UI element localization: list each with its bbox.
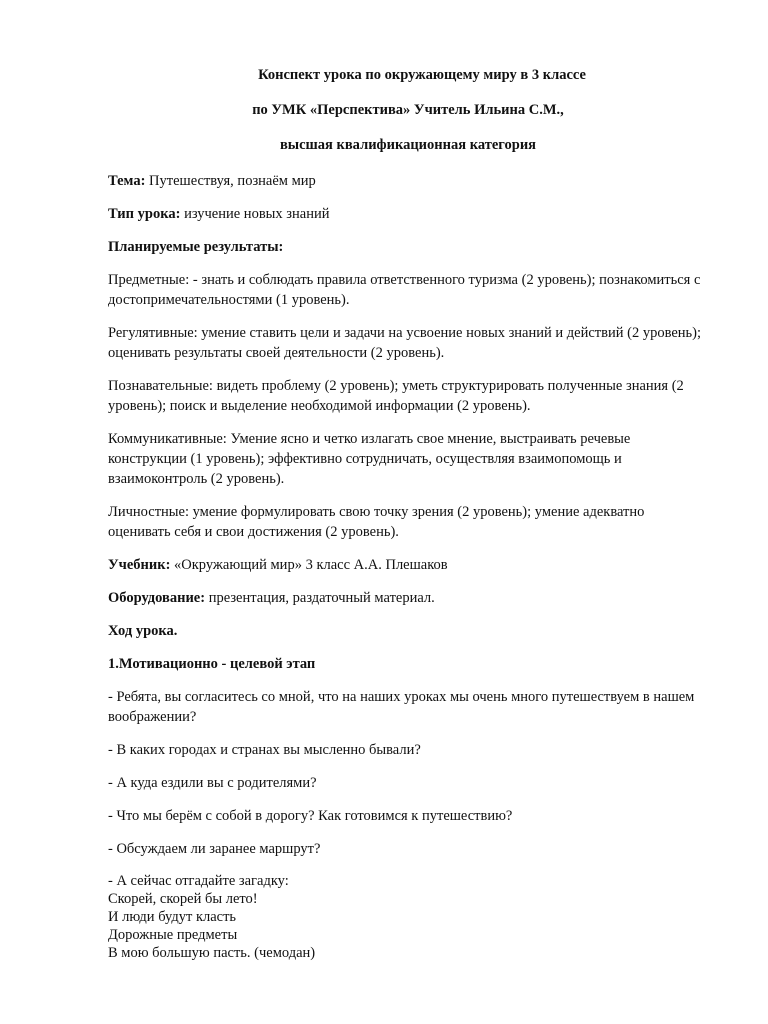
lesson-flow-heading: Ход урока. — [108, 623, 178, 639]
document-body — [108, 66, 708, 962]
textbook-paragraph — [108, 555, 708, 575]
riddle-line: Скорей, скорей бы лето! — [108, 891, 258, 907]
topic-value: Путешествуя, познаём мир — [145, 173, 316, 189]
dialogue-line: - В каких городах и странах вы мысленно бывали? — [108, 742, 421, 758]
subject-results: Предметные: - знать и соблюдать правила ответственного туризма (2 уровень); познакомиться с достопримечательностями (1 уровень). — [108, 272, 701, 308]
riddle-line: И люди будут класть — [108, 909, 237, 925]
equipment-value: презентация, раздаточный материал. — [205, 590, 435, 606]
lesson-type-label: Тип урока: — [108, 206, 181, 222]
document-title-line-1: Конспект урока по окружающему миру в 3 классе — [258, 67, 586, 83]
textbook-label: Учебник: — [108, 557, 171, 573]
stage-1-heading: 1.Мотивационно - целевой этап — [108, 656, 316, 672]
communicative-results: Коммуникативные: Умение ясно и четко излагать свое мнение, выстраивать речевые конструкции (1 уровень); эффективно сотрудничать, осуществляя взаимопомощь и взаимоконтроль (2 уровень). — [108, 431, 631, 487]
textbook-value: «Окружающий мир» 3 класс А.А. Плешаков — [170, 557, 448, 573]
riddle-block — [108, 872, 708, 962]
lesson-type-paragraph — [108, 204, 708, 224]
riddle-line: В мою большую пасть. (чемодан) — [108, 945, 316, 961]
document-title-line-2: по УМК «Перспектива» Учитель Ильина С.М., — [252, 102, 564, 118]
planned-results-heading: Планируемые результаты: — [108, 239, 284, 255]
riddle-line: - А сейчас отгадайте загадку: — [108, 873, 289, 889]
document-title-line-3: высшая квалификационная категория — [279, 137, 537, 153]
dialogue-line: - А куда ездили вы с родителями? — [108, 775, 317, 791]
equipment-paragraph — [108, 588, 708, 608]
dialogue-line: - Ребята, вы согласитесь со мной, что на наших уроках мы очень много путешествуем в нашем воображении? — [108, 689, 695, 725]
lesson-type-value: изучение новых знаний — [180, 206, 330, 222]
topic-paragraph — [108, 171, 708, 191]
cognitive-results: Познавательные: видеть проблему (2 уровень); уметь структурировать полученные знания (2 уровень); поиск и выделение необходимой информации (2 уровень). — [108, 378, 684, 414]
riddle-line: Дорожные предметы — [108, 927, 238, 943]
regulatory-results: Регулятивные: умение ставить цели и задачи на усвоение новых знаний и действий (2 уровень); оценивать результаты своей деятельности (2 уровень). — [108, 325, 701, 361]
dialogue-line: - Обсуждаем ли заранее маршрут? — [108, 841, 321, 857]
dialogue-line: - Что мы берём с собой в дорогу? Как готовимся к путешествию? — [108, 808, 513, 824]
personal-results: Личностные: умение формулировать свою точку зрения (2 уровень); умение адекватно оценивать себя и свои достижения (2 уровень). — [108, 504, 645, 540]
equipment-label: Оборудование: — [108, 590, 206, 606]
topic-label: Тема: — [108, 173, 146, 189]
